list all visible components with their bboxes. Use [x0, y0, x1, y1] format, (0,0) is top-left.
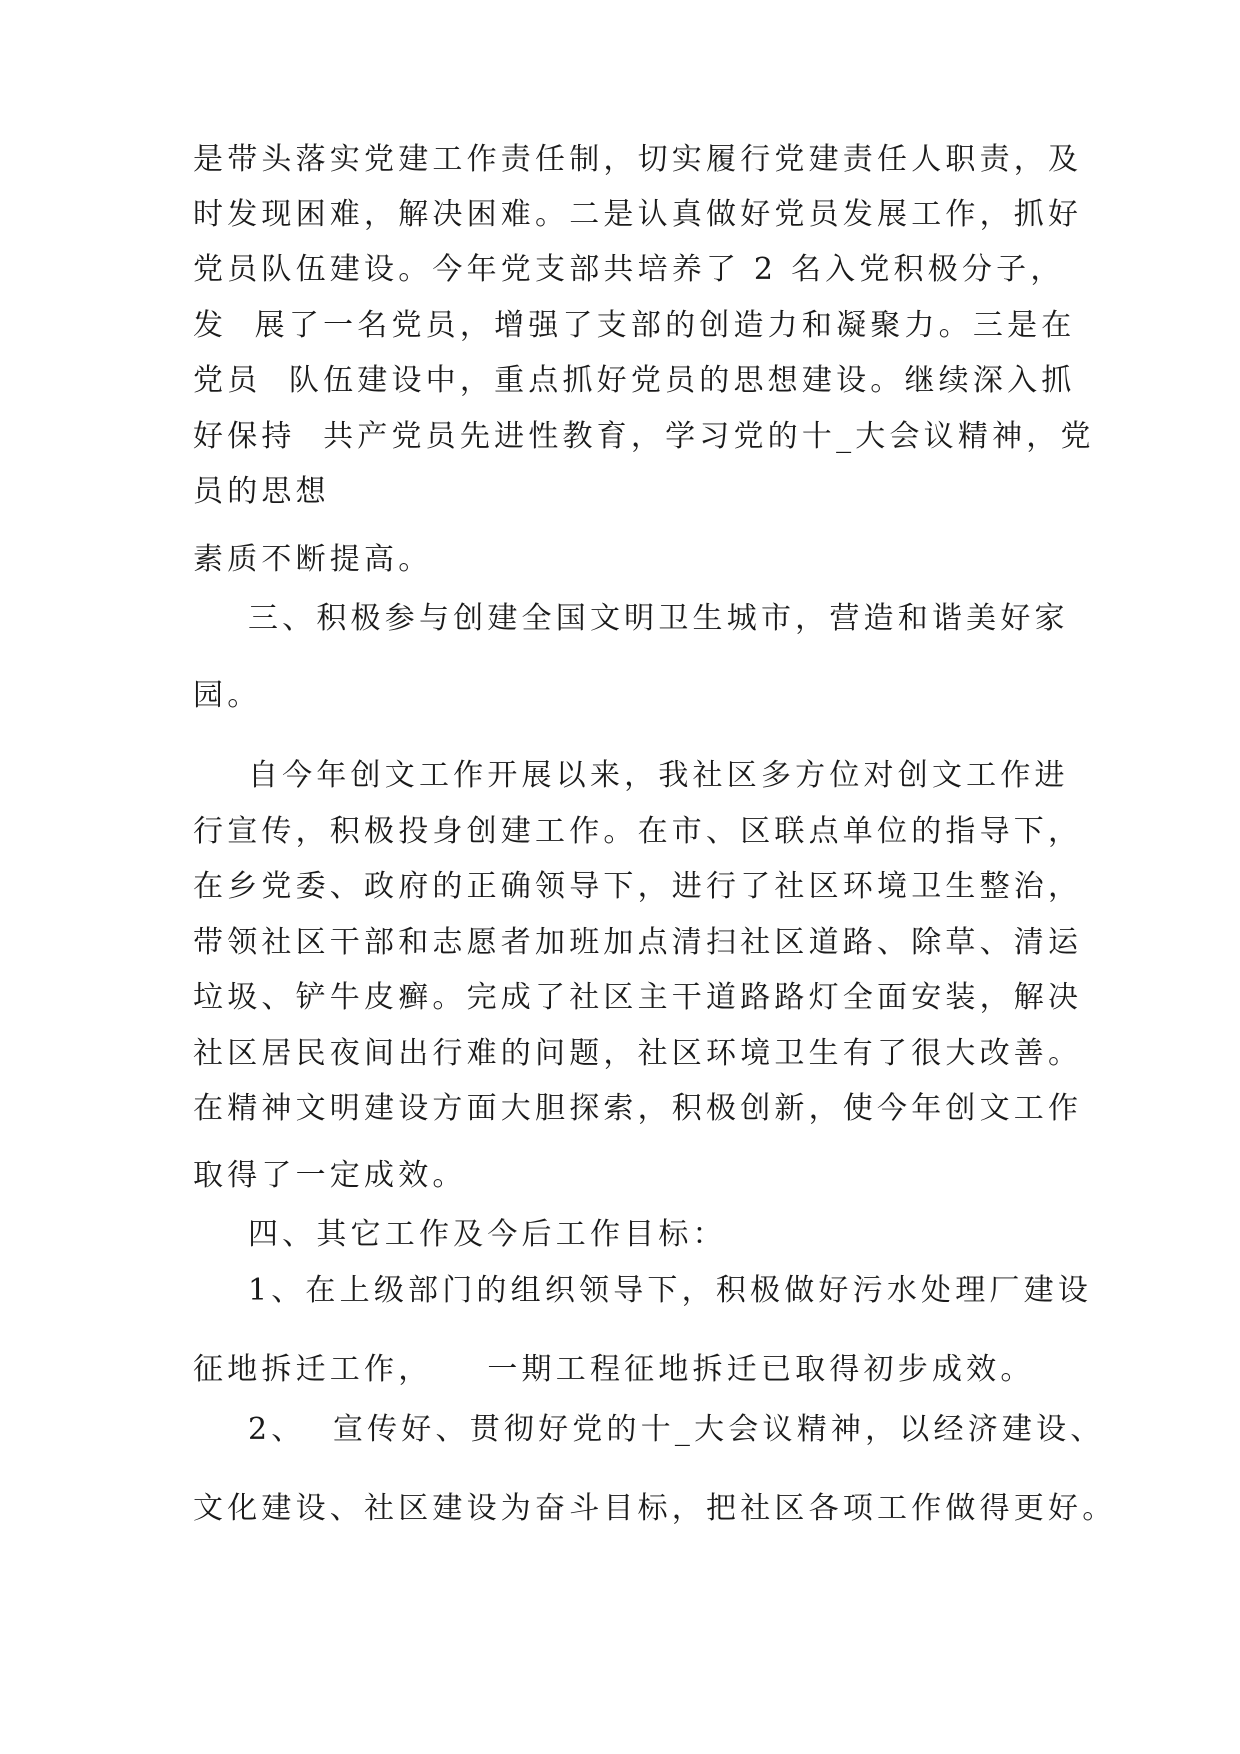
text-line: 自今年创文工作开展以来，我社区多方位对创文工作进: [193, 758, 1069, 793]
text-line: 在精神文明建设方面大胆探索，积极创新，使今年创文工作: [193, 1091, 1083, 1126]
text-line: 带领社区干部和志愿者加班加点清扫社区道路、除草、清运: [193, 925, 1083, 960]
text-line: 社区居民夜间出行难的问题，社区环境卫生有了很大改善。: [193, 1036, 1083, 1071]
section-heading: 四、其它工作及今后工作目标：: [193, 1217, 727, 1252]
text-line: 取得了一定成效。: [193, 1158, 467, 1193]
list-item: 1、在上级部门的组织领导下，积极做好污水处理厂建设: [193, 1273, 1093, 1308]
text-line: 是带头落实党建工作责任制，切实履行党建责任人职责，及: [193, 142, 1083, 177]
text-line: 垃圾、铲牛皮癣。完成了社区主干道路路灯全面安装，解决: [193, 980, 1083, 1015]
text-line: 素质不断提高。: [193, 542, 433, 577]
text-line: 行宣传，积极投身创建工作。在市、区联点单位的指导下，: [193, 814, 1083, 849]
text-line: 党员队伍建设。今年党支部共培养了 2 名入党积极分子，: [193, 252, 1065, 287]
text-line: 好保持 共产党员先进性教育，学习党的十_大会议精神，党: [193, 419, 1095, 454]
text-line: 园。: [193, 678, 262, 713]
list-item: 2、 宣传好、贯彻好党的十_大会议精神，以经济建设、: [193, 1412, 1105, 1447]
section-heading: 三、积极参与创建全国文明卫生城市，营造和谐美好家: [193, 601, 1069, 636]
text-line: 员的思想: [193, 474, 330, 509]
text-line: 党员 队伍建设中，重点抓好党员的思想建设。继续深入抓: [193, 363, 1076, 398]
text-line: 征地拆迁工作， 一期工程征地拆迁已取得初步成效。: [193, 1352, 1035, 1387]
text-line: 发 展了一名党员，增强了支部的创造力和凝聚力。三是在: [193, 308, 1076, 343]
text-line: 时发现困难，解决困难。二是认真做好党员发展工作，抓好: [193, 197, 1083, 232]
text-line: 文化建设、社区建设为奋斗目标，把社区各项工作做得更好。: [193, 1491, 1117, 1526]
text-line: 在乡党委、政府的正确领导下，进行了社区环境卫生整治，: [193, 869, 1083, 904]
